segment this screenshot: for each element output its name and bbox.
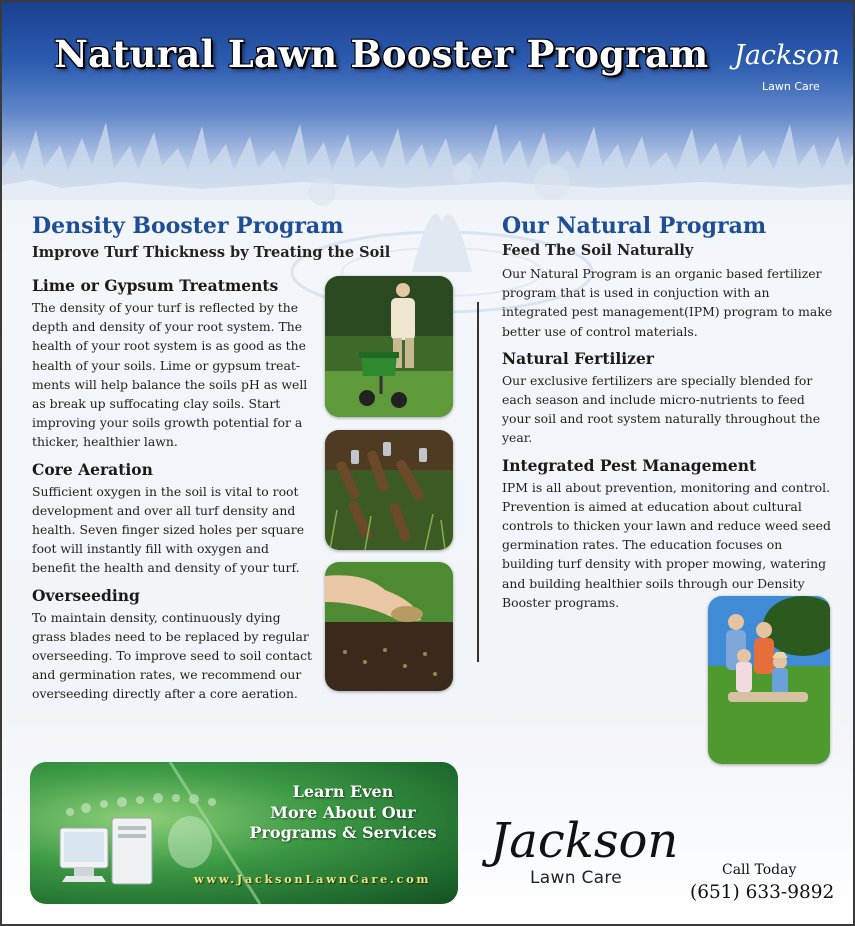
- phone-number[interactable]: (651) 633-9892: [690, 882, 835, 903]
- website-url-link[interactable]: www.JacksonLawnCare.com: [193, 872, 432, 886]
- footer-logo-sub: Lawn Care: [530, 868, 623, 888]
- website-promo-banner[interactable]: [30, 762, 458, 904]
- promo-text: [248, 782, 438, 844]
- footer-logo-script: Jackson: [490, 813, 679, 869]
- promo-line-3: Programs & Services: [249, 823, 437, 842]
- promo-line-2: More About Our: [270, 802, 416, 822]
- lime-gypsum-title: Lime or Gypsum Treatments: [32, 276, 279, 295]
- ipm-body: IPM is all about prevention, monitoring and control. Prevention is aimed at education about cultural controls to thicken your lawn and reduce weed seed germination rates. The education focuses on building turf density with proper mowing, watering and building healthier soils through our Density Booster programs.: [502, 479, 831, 610]
- overseeding-body: To maintain density, continuously dying grass blades need to be replaced by regular overseeding. To improve seed to soil contact and germination rates, we recommend our overseeding directly after a core aeration.: [32, 609, 313, 702]
- spreader-photo: [325, 276, 453, 417]
- seed-hand-photo: [325, 562, 453, 691]
- header-logo-script: Jackson: [734, 40, 840, 71]
- natural-program-subtitle: Feed The Soil Naturally: [502, 242, 694, 259]
- main-title: Natural Lawn Booster Program: [54, 32, 709, 76]
- core-aeration-title: Core Aeration: [32, 459, 153, 479]
- natural-program-title: Our Natural Program: [502, 213, 767, 239]
- overseeding-title: Overseeding: [32, 585, 140, 605]
- natural-program-column: [502, 212, 837, 612]
- column-divider: [477, 302, 479, 662]
- natural-fertilizer-body: Our exclusive fertilizers are specially blended for each season and include micro-nutrients to feed your soil and root system naturally throughout the year.: [502, 372, 821, 446]
- natural-program-intro: Our Natural Program is an organic based fertilizer program that is used in conjuction with an integrated pest management(IPM) program to make better use of control materials.: [502, 266, 833, 339]
- header-logo: [734, 40, 840, 102]
- density-booster-subtitle: Improve Turf Thickness by Treating the Soil: [32, 244, 391, 261]
- ipm-title: Integrated Pest Management: [502, 455, 757, 475]
- aeration-cores-photo: [325, 430, 453, 550]
- header-logo-sub: Lawn Care: [762, 80, 820, 93]
- density-booster-title: Density Booster Program: [32, 213, 344, 239]
- core-aeration-body: Sufficient oxygen in the soil is vital to root development and over all turf density and health. Seven finger sized holes per square foot will instantly fill with oxygen and benefit the health and density of your turf.: [32, 483, 305, 576]
- lime-gypsum-body: The density of your turf is reflected by the depth and density of your root system. The health of your root system is as good as the health of your soils. Lime or gypsum treat-ments will help balance the soils pH as well as break up suffocating clay soils. Start improving your soils growth potential for a thicker, healthier lawn.: [32, 300, 308, 450]
- call-today-label: Call Today: [722, 862, 797, 878]
- promo-line-1: Learn Even: [292, 782, 394, 801]
- natural-fertilizer-title: Natural Fertilizer: [502, 348, 654, 368]
- family-photo: [708, 596, 830, 764]
- footer-logo: [490, 813, 679, 906]
